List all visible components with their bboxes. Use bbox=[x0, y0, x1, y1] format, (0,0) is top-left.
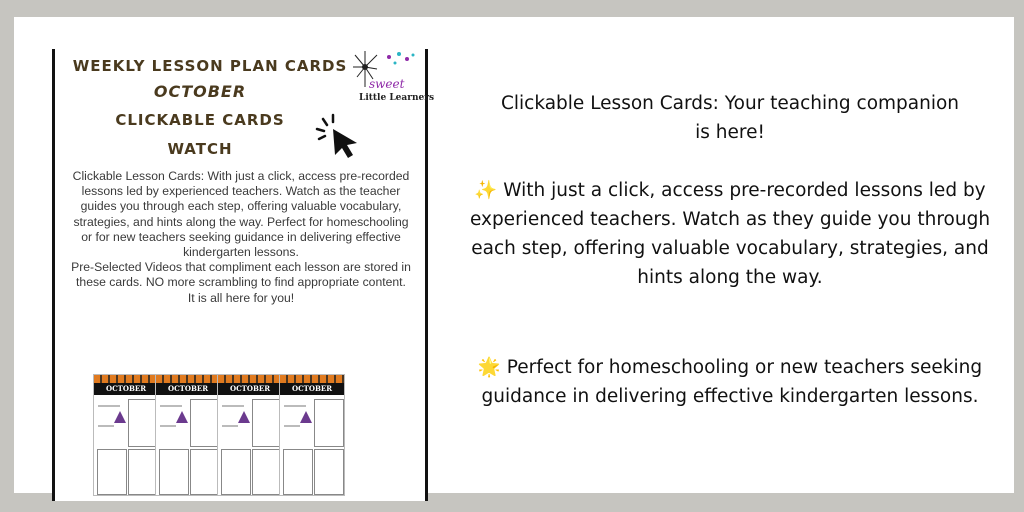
witch-hat-icon bbox=[176, 411, 188, 423]
poster-description: Clickable Lesson Cards: With just a click, access pre-recorded lessons led by experienced teachers. Watch as the teacher guides you through each step, offering valuable vocabulary, strategies, and hints along the way. Perfect for homeschooling or for new teachers seeking guidance in delivering effective kindergarten lessons. Pre-Selected Videos that compliment each lesson are stored in these cards. NO more scrambling to find appropriate content. It is all here for you! bbox=[71, 169, 411, 305]
witch-hat-icon bbox=[300, 411, 312, 423]
poster-headline-clickable: CLICKABLE CARDS bbox=[115, 111, 285, 129]
poster-headline-month: OCTOBER bbox=[153, 82, 247, 101]
product-poster bbox=[52, 49, 435, 501]
lesson-card-thumbnail bbox=[279, 374, 345, 496]
lesson-card-thumbnail bbox=[155, 374, 221, 496]
witch-hat-icon bbox=[238, 411, 250, 423]
witch-hat-icon bbox=[114, 411, 126, 423]
brand-logo bbox=[347, 49, 435, 113]
click-cursor-icon bbox=[313, 113, 363, 161]
lesson-card-thumbnail bbox=[217, 374, 283, 496]
thumb-title: OCTOBER bbox=[156, 383, 220, 395]
feature-text: ✨ With just a click, access pre-recorded lessons led by experienced teachers. Watch as they guide you through each step, offering valuable vocabulary, strategies, and hints along the way. bbox=[469, 180, 991, 288]
thumb-title: OCTOBER bbox=[280, 383, 344, 395]
intro-text: Clickable Lesson Cards: Your teaching companion is here! bbox=[500, 93, 960, 143]
logo-sweet-text: sweet bbox=[369, 77, 405, 91]
lesson-card-previews bbox=[93, 374, 409, 496]
thumb-title: OCTOBER bbox=[218, 383, 282, 395]
poster-headline-title: WEEKLY LESSON PLAN CARDS bbox=[72, 57, 348, 75]
thumb-title: OCTOBER bbox=[94, 383, 158, 395]
lesson-card-thumbnail bbox=[93, 374, 159, 496]
audience-text: 🌟 Perfect for homeschooling or new teachers seeking guidance in delivering effective kindergarten lessons. bbox=[477, 357, 983, 407]
logo-learners-text: Little Learners bbox=[359, 93, 435, 103]
poster-headline-watch: WATCH bbox=[167, 140, 233, 158]
